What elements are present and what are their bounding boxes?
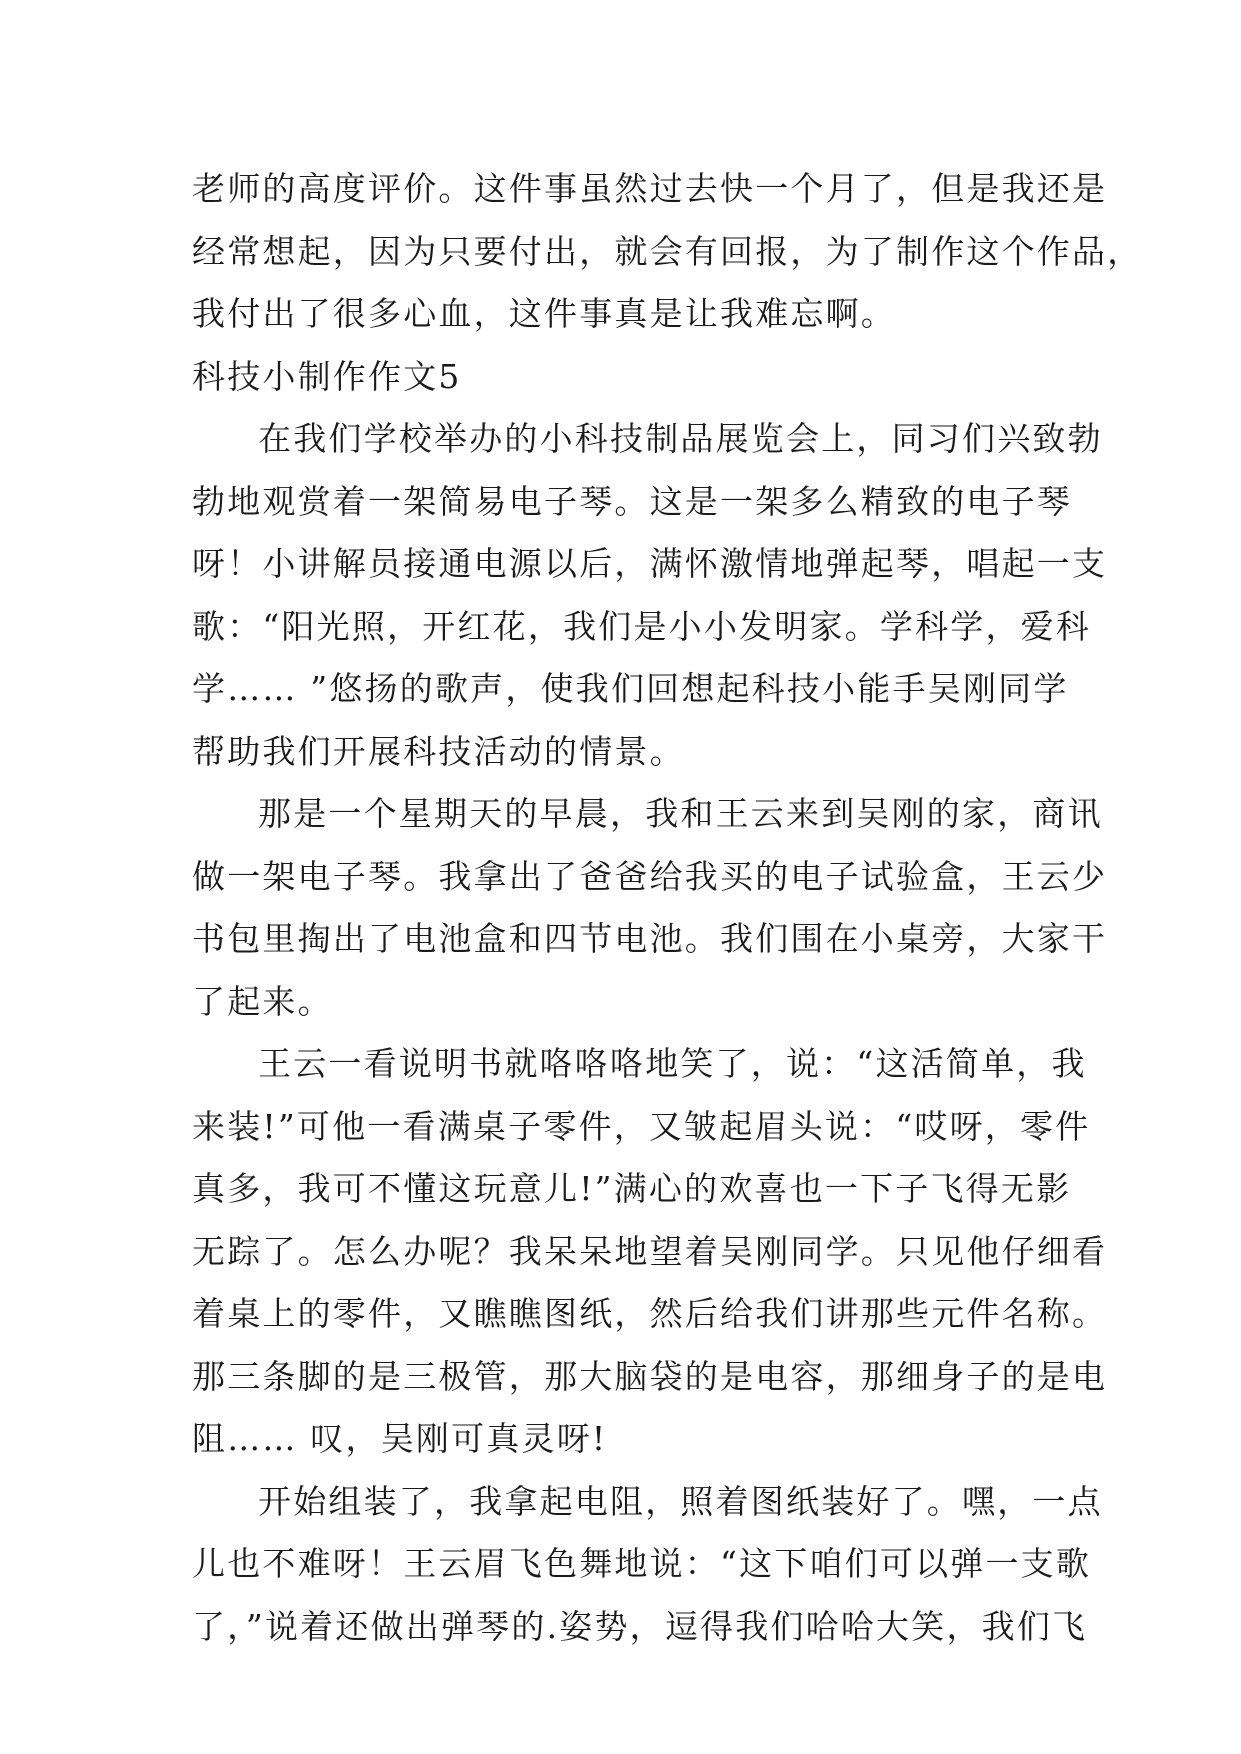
text-line: 书包里掏出了电池盒和四节电池。我们围在小桌旁，大家干 <box>192 919 1108 958</box>
paragraph-first-line: 在我们学校举办的小科技制品展览会上，同习们兴致勃 <box>258 419 1103 458</box>
text-line: 了起来。 <box>192 981 333 1021</box>
text-line: 我付出了很多心血，这件事真是让我难忘啊。 <box>192 294 896 333</box>
text-line: 来装!”可他一看满桌子零件，又皱起眉头说：“哎呀，零件 <box>192 1106 1091 1146</box>
text-line: 那三条脚的是三极管，那大脑袋的是电容，那细身子的是电 <box>192 1356 1108 1396</box>
text-line: 做一架电子琴。我拿出了爸爸给我买的电子试验盒，王云少 <box>192 856 1108 896</box>
paragraph-first-line: 王云一看说明书就咯咯咯地笑了，说：“这活简单，我 <box>258 1044 1087 1083</box>
text-line: 无踪了。怎么办呢？我呆呆地望着吴刚同学。只见他仔细看 <box>192 1231 1108 1271</box>
paragraph-first-line: 那是一个星期天的早晨，我和王云来到吴刚的家，商讯 <box>258 794 1103 833</box>
text-line: 勃地观赏着一架简易电子琴。这是一架多么精致的电子琴 <box>192 481 1072 521</box>
text-line: 了，”说着还做出弹琴的.姿势，逗得我们哈哈大笑，我们飞 <box>192 1606 1088 1646</box>
text-line: 阻…… 叹，吴刚可真灵呀! <box>192 1419 608 1458</box>
text-line: 老师的高度评价。这件事虽然过去快一个月了，但是我还是 <box>192 169 1108 208</box>
text-line: 歌：“阳光照，开红花，我们是小小发明家。学科学，爱科 <box>192 606 1092 646</box>
section-heading: 科技小制作作文5 <box>192 356 462 396</box>
text-line: 学…… ”悠扬的歌声，使我们回想起科技小能手吴刚同学 <box>192 669 1069 708</box>
paragraph-first-line: 开始组装了，我拿起电阻，照着图纸装好了。嘿，一点 <box>258 1481 1103 1521</box>
text-line: 帮助我们开展科技活动的情景。 <box>192 731 685 771</box>
text-line: 着桌上的零件，又瞧瞧图纸，然后给我们讲那些元件名称。 <box>192 1294 1108 1333</box>
document-body <box>192 158 1143 1658</box>
text-line: 呀！小讲解员接通电源以后，满怀激情地弹起琴，唱起一支 <box>192 544 1108 583</box>
text-line: 经常想起，因为只要付出，就会有回报，为了制作这个作品， <box>192 231 1143 271</box>
text-line: 真多，我可不懂这玩意儿!”满心的欢喜也一下子飞得无影 <box>192 1169 1072 1208</box>
text-line: 儿也不难呀！王云眉飞色舞地说：“这下咱们可以弹一支歌 <box>192 1544 1092 1583</box>
